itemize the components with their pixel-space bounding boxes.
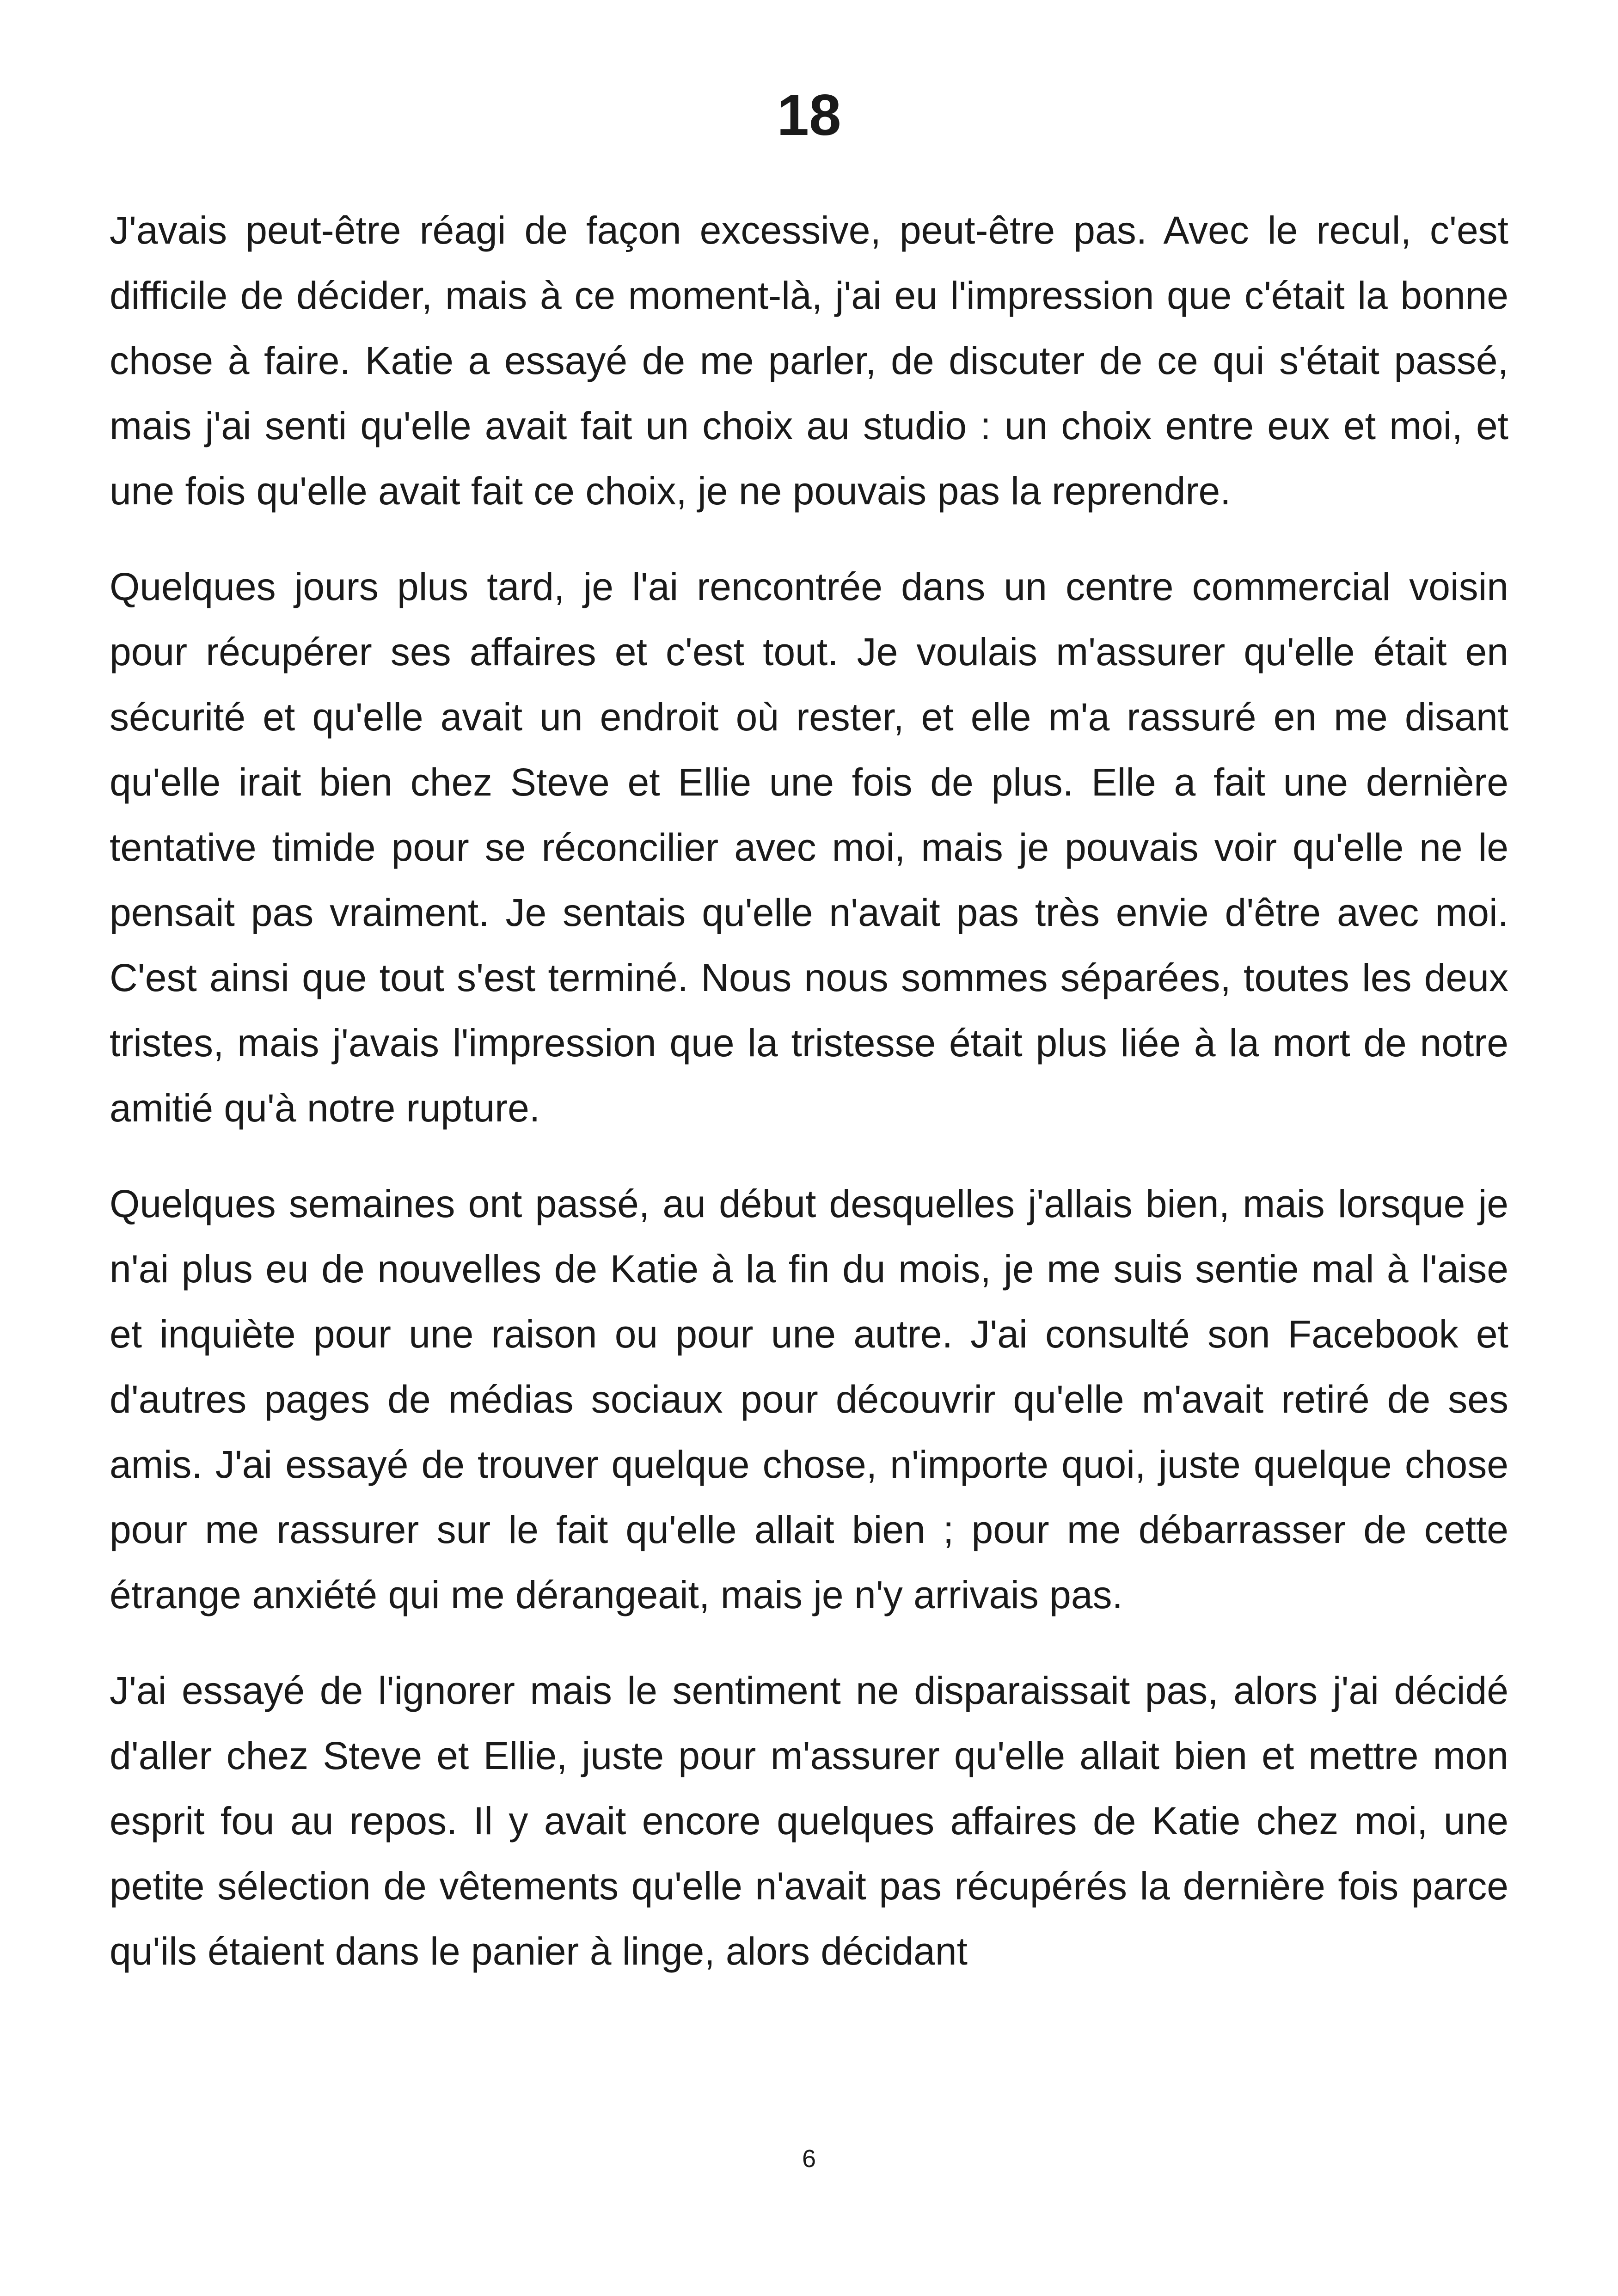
body-text	[110, 198, 1508, 2014]
paragraph-1: J'avais peut-être réagi de façon excessive, peut-être pas. Avec le recul, c'est difficile de décider, mais à ce moment-là, j'ai eu l'impression que c'était la bonne chose à faire. Katie a essayé de me parler, de discuter de ce qui s'était passé, mais j'ai senti qu'elle avait fait un choix au studio : un choix entre eux et moi, et une fois qu'elle avait fait ce choix, je ne pouvais pas la reprendre.	[110, 208, 1508, 513]
paragraph-4: J'ai essayé de l'ignorer mais le sentiment ne disparaissait pas, alors j'ai décidé d'aller chez Steve et Ellie, juste pour m'assurer qu'elle allait bien et mettre mon esprit fou au repos. Il y avait encore quelques affaires de Katie chez moi, une petite sélection de vêtements qu'elle n'avait pas récupérés la dernière fois parce qu'ils étaient dans le panier à linge, alors décidant	[110, 1669, 1508, 1973]
chapter-number: 18	[777, 83, 841, 147]
paragraph-2: Quelques jours plus tard, je l'ai rencontrée dans un centre commercial voisin pour récupérer ses affaires et c'est tout. Je voulais m'assurer qu'elle était en sécurité et qu'elle avait un endroit où rester, et elle m'a rassuré en me disant qu'elle irait bien chez Steve et Ellie une fois de plus. Elle a fait une dernière tentative timide pour se réconcilier avec moi, mais je pouvais voir qu'elle ne le pensait pas vraiment. Je sentais qu'elle n'avait pas très envie d'être avec moi. C'est ainsi que tout s'est terminé. Nous nous sommes séparées, toutes les deux tristes, mais j'avais l'impression que la tristesse était plus liée à la mort de notre amitié qu'à notre rupture.	[110, 565, 1508, 1130]
page-number: 6	[802, 2145, 816, 2173]
paragraph-3: Quelques semaines ont passé, au début desquelles j'allais bien, mais lorsque je n'ai plus eu de nouvelles de Katie à la fin du mois, je me suis sentie mal à l'aise et inquiète pour une raison ou pour une autre. J'ai consulté son Facebook et d'autres pages de médias sociaux pour découvrir qu'elle m'avait retiré de ses amis. J'ai essayé de trouver quelque chose, n'importe quoi, juste quelque chose pour me rassurer sur le fait qu'elle allait bien ; pour me débarrasser de cette étrange anxiété qui me dérangeait, mais je n'y arrivais pas.	[110, 1182, 1508, 1616]
